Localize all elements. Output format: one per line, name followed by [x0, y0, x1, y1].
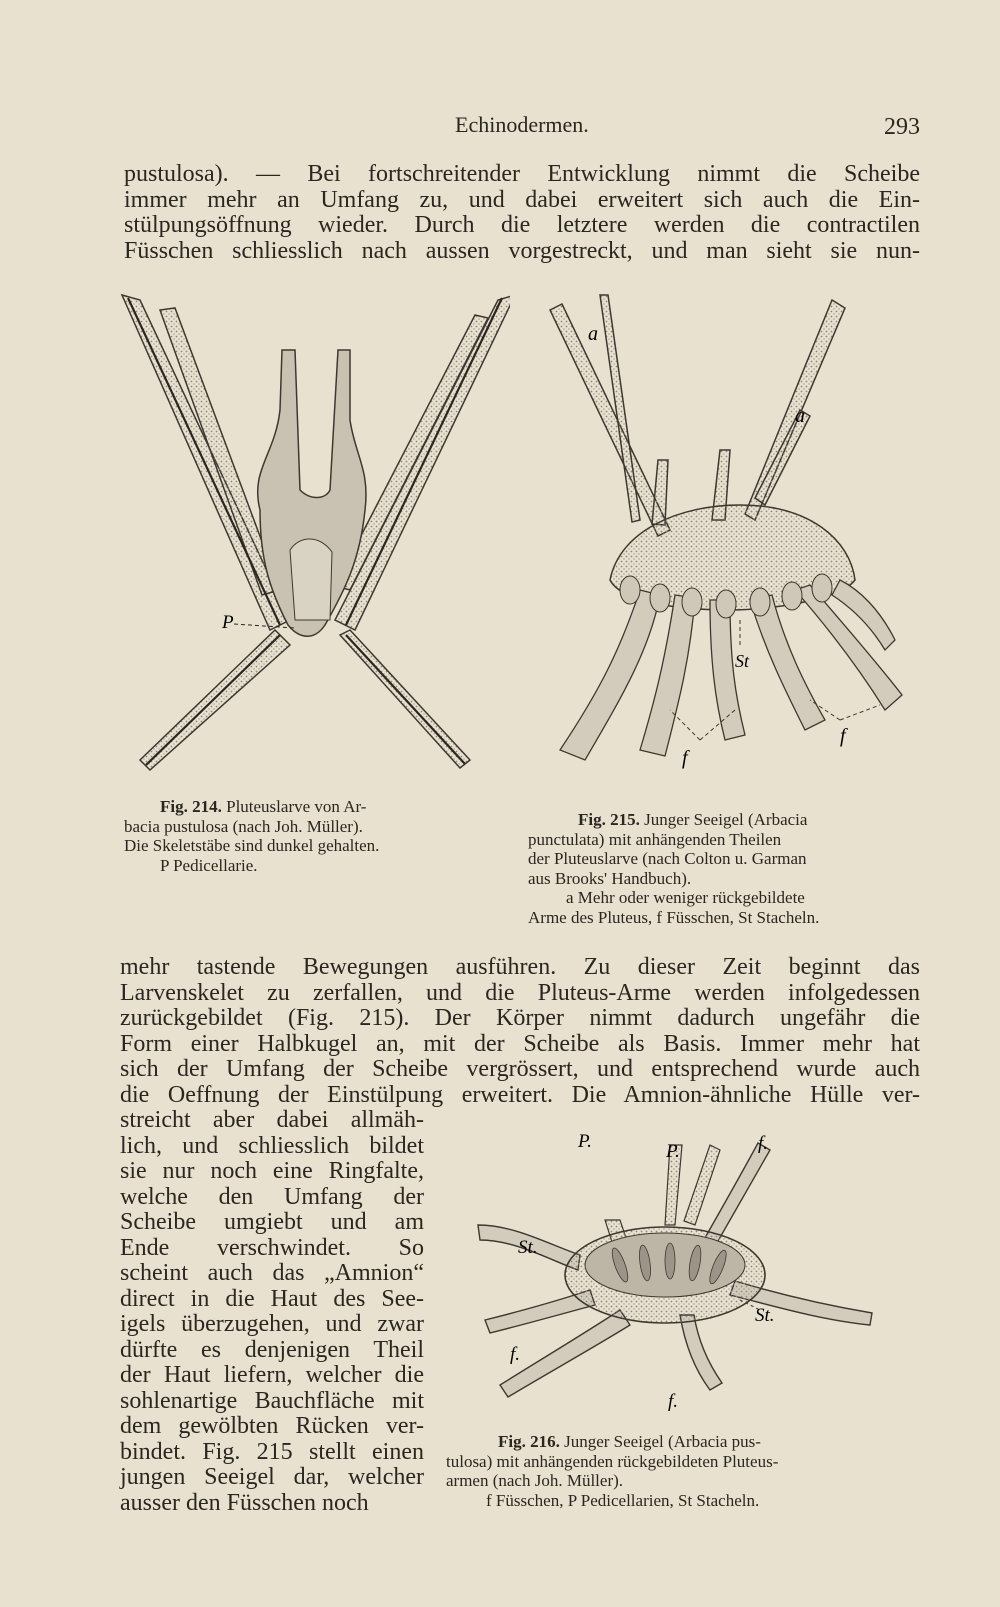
- caption-line: [528, 810, 920, 830]
- page-number: 293: [884, 114, 920, 140]
- top-paragraph: [124, 162, 920, 264]
- label-st: St.: [755, 1305, 775, 1326]
- text-line: sich der Umfang der Scheibe vergrössert, und entsprechend wurde auch: [120, 1056, 920, 1082]
- caption-line: a Mehr oder weniger rückgebildete: [566, 888, 805, 907]
- label-f: f.: [668, 1391, 679, 1412]
- label-p: P.: [666, 1141, 680, 1162]
- caption-fig-216: [446, 1432, 916, 1510]
- text-line: dem gewölbten Rücken ver-: [120, 1413, 424, 1439]
- text-line: pustulosa). — Bei fortschreitender Entwicklung nimmt die Scheibe: [124, 161, 920, 187]
- text-line: sohlenartige Bauchfläche mit: [120, 1387, 424, 1414]
- figure-216-young-sea-urchin: [470, 1125, 910, 1425]
- label-f: f.: [758, 1133, 769, 1154]
- text-line: direct in die Haut des See-: [120, 1285, 424, 1312]
- running-head: [120, 112, 920, 142]
- text-line: lich, und schliesslich bildet: [120, 1132, 424, 1159]
- text-line: sie nur noch eine Ringfalte,: [120, 1158, 424, 1184]
- label-p: P: [222, 612, 234, 633]
- caption-line: Die Skeletstäbe sind dunkel gehalten.: [124, 836, 380, 855]
- caption-line: P Pedicellarie.: [160, 855, 258, 875]
- text-line: Form einer Halbkugel an, mit der Scheibe als Basis. Immer mehr hat: [120, 1030, 920, 1057]
- label-a: a: [588, 323, 598, 345]
- text-line: dürfte es denjenigen Theil: [120, 1336, 424, 1363]
- text-line: Füsschen schliesslich nach aussen vorgestreckt, und man sieht sie nun-: [124, 237, 920, 264]
- text-line: der Haut liefern, welcher die: [120, 1362, 424, 1388]
- caption-line: der Pluteuslarve (nach Colton u. Garman: [528, 849, 807, 868]
- caption-line: aus Brooks' Handbuch).: [528, 868, 692, 888]
- label-a: a: [795, 405, 805, 427]
- caption-line: Arme des Pluteus, f Füsschen, St Stacheln.: [528, 907, 820, 927]
- figure-215-young-sea-urchin: [540, 290, 925, 795]
- text-line: bindet. Fig. 215 stellt einen: [120, 1438, 424, 1465]
- caption-line: f Füsschen, P Pedicellarien, St Stacheln.: [486, 1490, 760, 1510]
- text-line: scheint auch das „Amnion“: [120, 1260, 424, 1286]
- caption-line: bacia pustulosa (nach Joh. Müller).: [124, 816, 363, 836]
- caption-line: Junger Seeigel (Arbacia: [644, 810, 808, 829]
- figure-214-pluteus: [110, 290, 510, 795]
- text-line: Larvenskelet zu zerfallen, und die Pluteus-Arme werden infolgedessen: [120, 979, 920, 1006]
- text-line: mehr tastende Bewegungen ausführen. Zu dieser Zeit beginnt das: [120, 954, 920, 980]
- label-p: P.: [578, 1131, 592, 1152]
- text-line: welche den Umfang der: [120, 1183, 424, 1210]
- caption-line: tulosa) mit anhängenden rückgebildeten Pluteus-: [446, 1451, 779, 1471]
- text-line: jungen Seeigel dar, welcher: [120, 1464, 424, 1490]
- caption-fig-215: [528, 810, 920, 927]
- caption-line: punctulata) mit anhängenden Theilen: [528, 829, 782, 849]
- caption-fig-214: [124, 797, 504, 875]
- caption-line: [124, 797, 504, 817]
- caption-line: Junger Seeigel (Arbacia pus-: [564, 1432, 761, 1451]
- left-column-paragraph: [120, 1108, 424, 1516]
- caption-number: Fig. 214.: [160, 797, 222, 816]
- caption-number: Fig. 215.: [578, 810, 640, 829]
- label-st: St: [735, 651, 750, 671]
- text-line: die Oeffnung der Einstülpung erweitert. Die Amnion-ähnliche Hülle ver-: [120, 1081, 920, 1108]
- text-line: ausser den Füsschen noch: [120, 1489, 369, 1516]
- text-line: Scheibe umgiebt und am: [120, 1209, 424, 1235]
- text-line: zurückgebildet (Fig. 215). Der Körper nimmt dadurch ungefähr die: [120, 1005, 920, 1031]
- label-f: f: [840, 725, 846, 747]
- label-f: f: [682, 747, 688, 769]
- caption-number: Fig. 216.: [498, 1432, 560, 1451]
- stomach: [290, 539, 332, 620]
- caption-line: [446, 1432, 916, 1452]
- text-line: streicht aber dabei allmäh-: [120, 1107, 424, 1133]
- caption-line: armen (nach Joh. Müller).: [446, 1471, 624, 1490]
- text-line: Ende verschwindet. So: [120, 1234, 424, 1261]
- label-leader: [234, 624, 295, 628]
- text-line: stülpungsöffnung wieder. Durch die letztere werden die contractilen: [124, 212, 920, 238]
- running-title: Echinodermen.: [455, 112, 589, 137]
- label-f: f.: [510, 1344, 521, 1365]
- label-st: St.: [518, 1237, 538, 1258]
- text-line: igels überzugehen, und zwar: [120, 1311, 424, 1337]
- middle-paragraph: [120, 955, 920, 1108]
- text-line: immer mehr an Umfang zu, und dabei erweitert sich auch die Ein-: [124, 186, 920, 213]
- caption-line: Pluteuslarve von Ar-: [226, 797, 367, 816]
